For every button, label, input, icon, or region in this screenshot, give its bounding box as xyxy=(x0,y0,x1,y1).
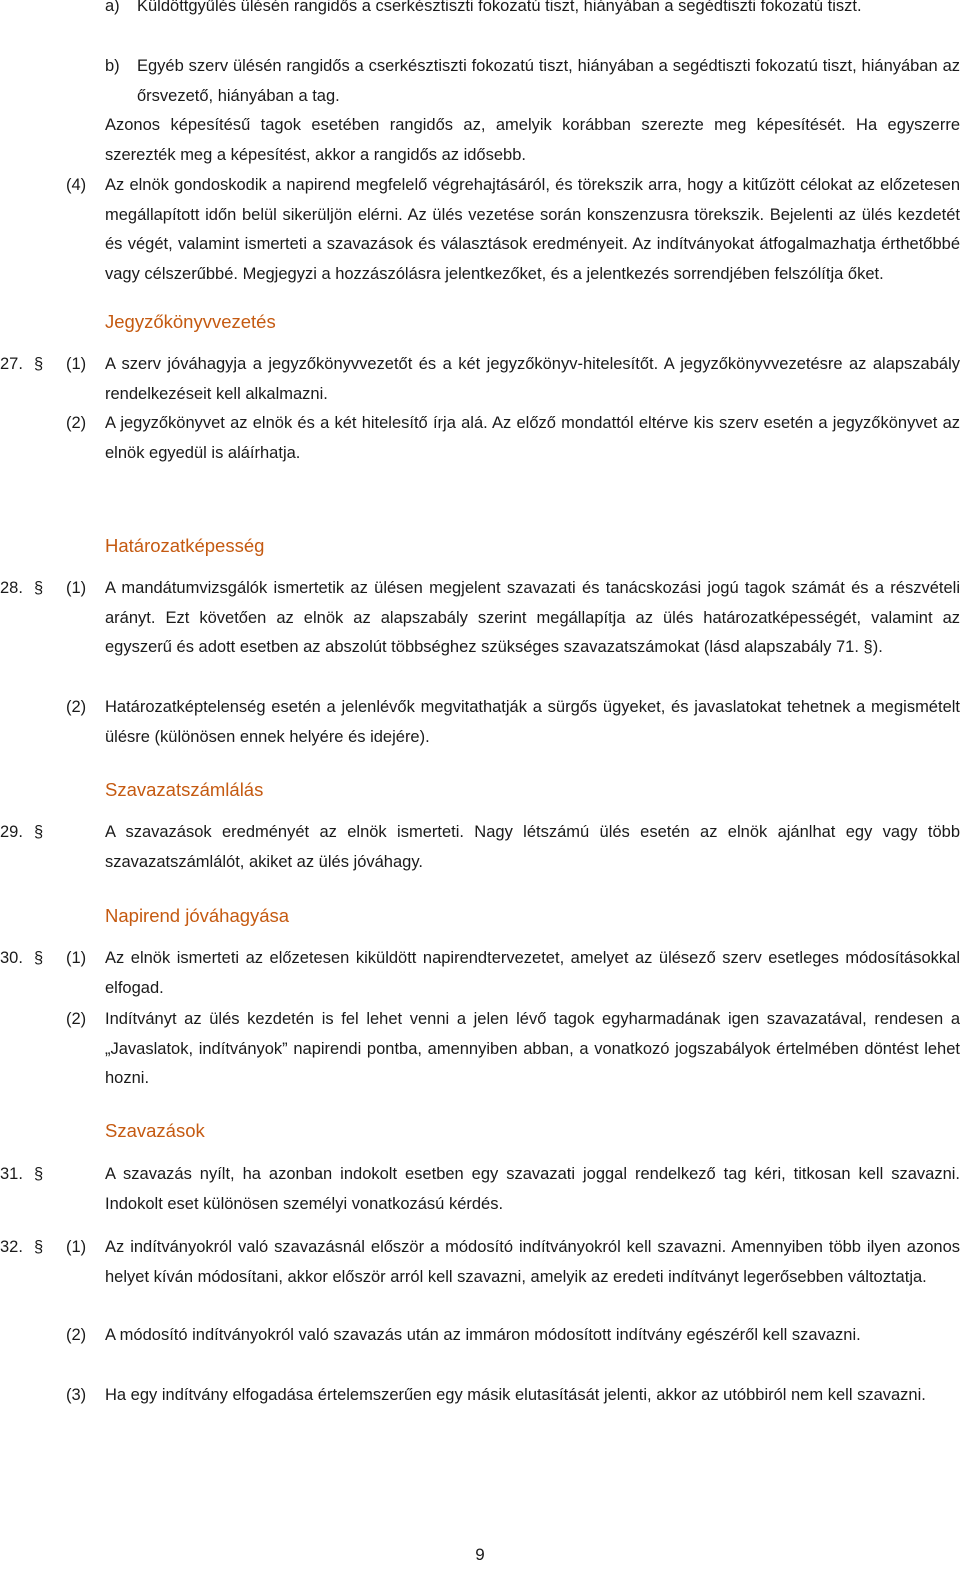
section-27-p1-label: (1) xyxy=(66,355,87,373)
heading-szavazatszamlalas: Szavazatszámlálás xyxy=(105,779,264,800)
section-31 xyxy=(0,1160,960,1219)
item-a-text: Küldöttgyűlés ülésén rangidős a cserkésztiszti fokozatú tiszt, hiányában a segédtiszti fokozatú tiszt. xyxy=(137,0,862,15)
section-32-p2 xyxy=(0,1321,960,1351)
section-28-p1-label: (1) xyxy=(66,579,87,597)
item-a xyxy=(0,0,960,22)
section-32-p2-text: A módosító indítványokról való szavazás után az immáron módosított indítvány egészéről kell szavazni. xyxy=(105,1326,861,1344)
section-28-sign: § xyxy=(34,579,44,597)
section-29-number: 29. xyxy=(0,823,23,841)
item-b xyxy=(0,52,960,111)
seniority-note-text: Azonos képesítésű tagok esetében rangidős az, amelyik korábban szerezte meg képesítését. Ha egyszerre szerezték meg a képesítést, akkor a rangidős az idősebb. xyxy=(105,116,960,164)
section-28-p2-text: Határozatképtelenség esetén a jelenlévők megvitathatják a sürgős ügyeket, és javaslatokat tehetnek a megismételt ülésre (különösen ennek helyére és idejére). xyxy=(105,698,960,746)
section-32-sign: § xyxy=(34,1238,44,1256)
section-30-p2-text: Indítványt az ülés kezdetén is fel lehet venni a jelen lévő tagok egyharmadának igen szavazatával, rendesen a „Javaslatok, indítványok” napirendi pontba, amennyiben abban, a vonatkozó jogszabályok értelmében döntést lehet hozni. xyxy=(105,1010,960,1087)
heading-szavazasok: Szavazások xyxy=(105,1120,205,1141)
section-30-p2 xyxy=(0,1005,960,1094)
section-32-p1 xyxy=(0,1233,960,1292)
section-27-p2-label: (2) xyxy=(66,414,87,432)
seniority-note xyxy=(0,111,960,170)
item-a-label: a) xyxy=(105,0,120,15)
heading-hatarozatkepesseg: Határozatképesség xyxy=(105,535,265,556)
section-28-p2 xyxy=(0,693,960,752)
section-32-p1-label: (1) xyxy=(66,1238,87,1256)
section-28-p1 xyxy=(0,574,960,663)
section-31-number: 31. xyxy=(0,1165,23,1183)
paragraph-4 xyxy=(0,171,960,289)
section-31-text: A szavazás nyílt, ha azonban indokolt esetben egy szavazati joggal rendelkező tag kéri, titkosan kell szavazni. Indokolt eset különösen személyi vonatkozású kérdés. xyxy=(105,1165,960,1213)
section-29-text: A szavazások eredményét az elnök ismerteti. Nagy létszámú ülés esetén az elnök ajánlhat egy vagy több szavazatszámlálót, akiket az ülés jóváhagy. xyxy=(105,823,960,871)
paragraph-4-label: (4) xyxy=(66,176,87,194)
item-b-label: b) xyxy=(105,57,120,75)
section-27-p2 xyxy=(0,409,960,468)
paragraph-4-text: Az elnök gondoskodik a napirend megfelelő végrehajtásáról, és törekszik arra, hogy a kitűzött célokat az előzetesen megállapított időn belül sikerüljön elérni. Az ülés vezetése során konszenzusra törekszik. Bejelenti az ülés kezdetét és végét, valamint ismerteti a szavazások és választások eredményeit. Az indítványokat átfogalmazhatja érthetőbbé vagy célszerűbbé. Megjegyzi a hozzászólásra jelentkezőket, és a jelentkezés sorrendjében felszólítja őket. xyxy=(105,176,960,283)
heading-jegyzokonyvvezetes: Jegyzőkönyvvezetés xyxy=(105,311,276,332)
section-32-p1-text: Az indítványokról való szavazásnál először a módosító indítványokról kell szavazni. Amennyiben több ilyen azonos helyet kíván módosítani, akkor először arról kell szavazni, amelyik az eredeti indítványt legerősebben változtatja. xyxy=(105,1238,960,1286)
section-29 xyxy=(0,818,960,877)
section-27-p1-text: A szerv jóváhagyja a jegyzőkönyvvezetőt és a két jegyzőkönyv-hitelesítőt. A jegyzőkönyvvezetésre az alapszabály rendelkezéseit kell alkalmazni. xyxy=(105,355,960,403)
section-27-p2-text: A jegyzőkönyvet az elnök és a két hitelesítő írja alá. Az előző mondattól eltérve kis szerv esetén a jegyzőkönyvet az elnök egyedül is aláírhatja. xyxy=(105,414,960,462)
section-27-p1 xyxy=(0,350,960,409)
section-30-number: 30. xyxy=(0,949,23,967)
section-32-p3-label: (3) xyxy=(66,1386,87,1404)
section-30-p1 xyxy=(0,944,960,1003)
section-32-p3 xyxy=(0,1381,960,1411)
section-27-sign: § xyxy=(34,355,44,373)
section-30-p2-label: (2) xyxy=(66,1010,87,1028)
page-number: 9 xyxy=(475,1545,485,1564)
item-b-text: Egyéb szerv ülésén rangidős a cserkésztiszti fokozatú tiszt, hiányában a segédtiszti fokozatú tiszt, hiányában az őrsvezető, hiányában a tag. xyxy=(137,57,960,105)
section-28-number: 28. xyxy=(0,579,23,597)
section-32-number: 32. xyxy=(0,1238,23,1256)
section-32-p3-text: Ha egy indítvány elfogadása értelemszerűen egy másik elutasítását jelenti, akkor az utóbbiról nem kell szavazni. xyxy=(105,1386,926,1404)
section-28-p2-label: (2) xyxy=(66,698,87,716)
section-28-p1-text: A mandátumvizsgálók ismertetik az ülésen megjelent szavazati és tanácskozási jogú tagok számát és a részvételi arányt. Ezt követően az elnök az alapszabály szerint megállapítja az ülés határozatképességét, valamint az egyszerű és adott esetben az abszolút többséghez szükséges szavazatszámokat (lásd alapszabály 71. §). xyxy=(105,579,960,656)
section-27-number: 27. xyxy=(0,355,23,373)
section-30-p1-label: (1) xyxy=(66,949,87,967)
section-30-p1-text: Az elnök ismerteti az előzetesen kiküldött napirendtervezetet, amelyet az ülésező szerv esetleges módosításokkal elfogad. xyxy=(105,949,960,997)
heading-napirend-jovahagyasa: Napirend jóváhagyása xyxy=(105,905,290,926)
section-29-sign: § xyxy=(34,823,44,841)
section-30-sign: § xyxy=(34,949,44,967)
section-31-sign: § xyxy=(34,1165,44,1183)
section-32-p2-label: (2) xyxy=(66,1326,87,1344)
